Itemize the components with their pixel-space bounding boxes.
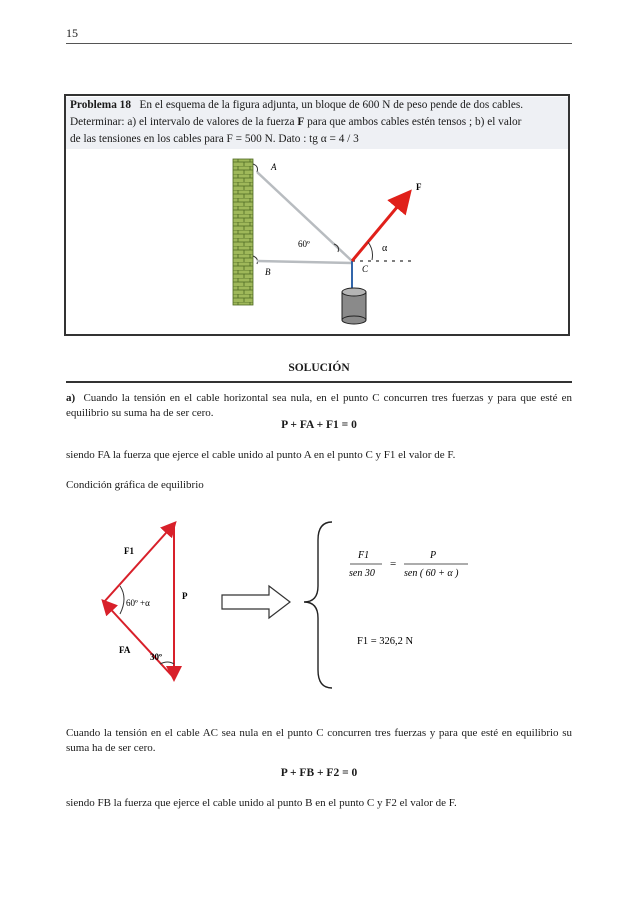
fraction-equals: = (390, 558, 397, 570)
vector-fa (104, 602, 174, 678)
fraction-right-den: sen ( 60 + α ) (404, 568, 459, 579)
problem-label: Problema 18 (70, 99, 131, 111)
label-p: P (182, 591, 188, 601)
anchor-a (253, 164, 258, 172)
fraction-right-num: P (430, 550, 437, 561)
statement-line-3: de las tensiones en los cables para F = 500 N. Dato : tg α = 4 / 3 (70, 133, 359, 145)
label-c: C (362, 264, 369, 274)
equilibrium-diagram (64, 500, 574, 700)
part-b-paragraph: Cuando la tensión en el cable AC sea nula en el punto C concurren tres fuerzas y para que esté en equilibrio su suma ha de ser cero. (66, 727, 572, 754)
equation-2: P + FB + F2 = 0 (280, 767, 358, 779)
part-a-label: a) (66, 392, 76, 404)
brace (304, 522, 332, 688)
anchor-b (253, 256, 258, 264)
angle-arc-top (120, 586, 124, 614)
problem-statement (66, 97, 568, 149)
implies-arrow (222, 586, 290, 618)
header-rule (66, 43, 572, 44)
angle-alpha-arc (368, 242, 373, 260)
statement-line-2a: Determinar: a) el intervalo de valores de la fuerza (70, 116, 295, 128)
label-alpha: α (382, 243, 388, 254)
fraction-left-num: F1 (358, 550, 370, 561)
page-number: 15 (66, 26, 78, 40)
label-angle-top: 60º +α (126, 598, 150, 608)
solution-rule (66, 381, 572, 383)
solution-title: SOLUCIÓN (288, 362, 350, 374)
siendo-2: siendo FB la fuerza que ejerce el cable unido al punto B en el punto C y F2 el valor de F. (66, 797, 457, 809)
label-angle-bottom: 30º (150, 652, 162, 662)
vector-f1 (104, 524, 174, 602)
statement-line-2c: para que ambos cables estén tensos ; b) el valor (307, 116, 522, 128)
condicion-grafica: Condición gráfica de equilibrio (66, 479, 204, 491)
weight-block (342, 288, 366, 324)
label-a: A (271, 162, 277, 172)
part-a-paragraph (66, 391, 572, 421)
result-f1: F1 = 326,2 N (357, 636, 414, 647)
label-b: B (265, 267, 271, 277)
label-f1: F1 (124, 546, 134, 556)
statement-line-2b: F (297, 116, 305, 128)
label-fa: FA (119, 645, 131, 655)
statement-line-1: En el esquema de la figura adjunta, un bloque de 600 N de peso pende de dos cables. (139, 99, 524, 111)
fraction-left-den: sen 30 (349, 568, 375, 579)
part-a-text: Cuando la tensión en el cable horizontal sea nula, en el punto C concurren tres fuerzas y para que esté en equilibrio su suma ha de ser cero. (66, 392, 572, 419)
label-60: 60º (298, 239, 310, 249)
equation-1: P + FA + F1 = 0 (281, 419, 357, 431)
label-f: F (416, 182, 422, 192)
siendo-1: siendo FA la fuerza que ejerce el cable unido al punto A en el punto C y F1 el valor de F. (66, 449, 456, 461)
force-f-arrow (352, 194, 408, 261)
cable-bc (257, 261, 352, 263)
wall (233, 159, 253, 305)
